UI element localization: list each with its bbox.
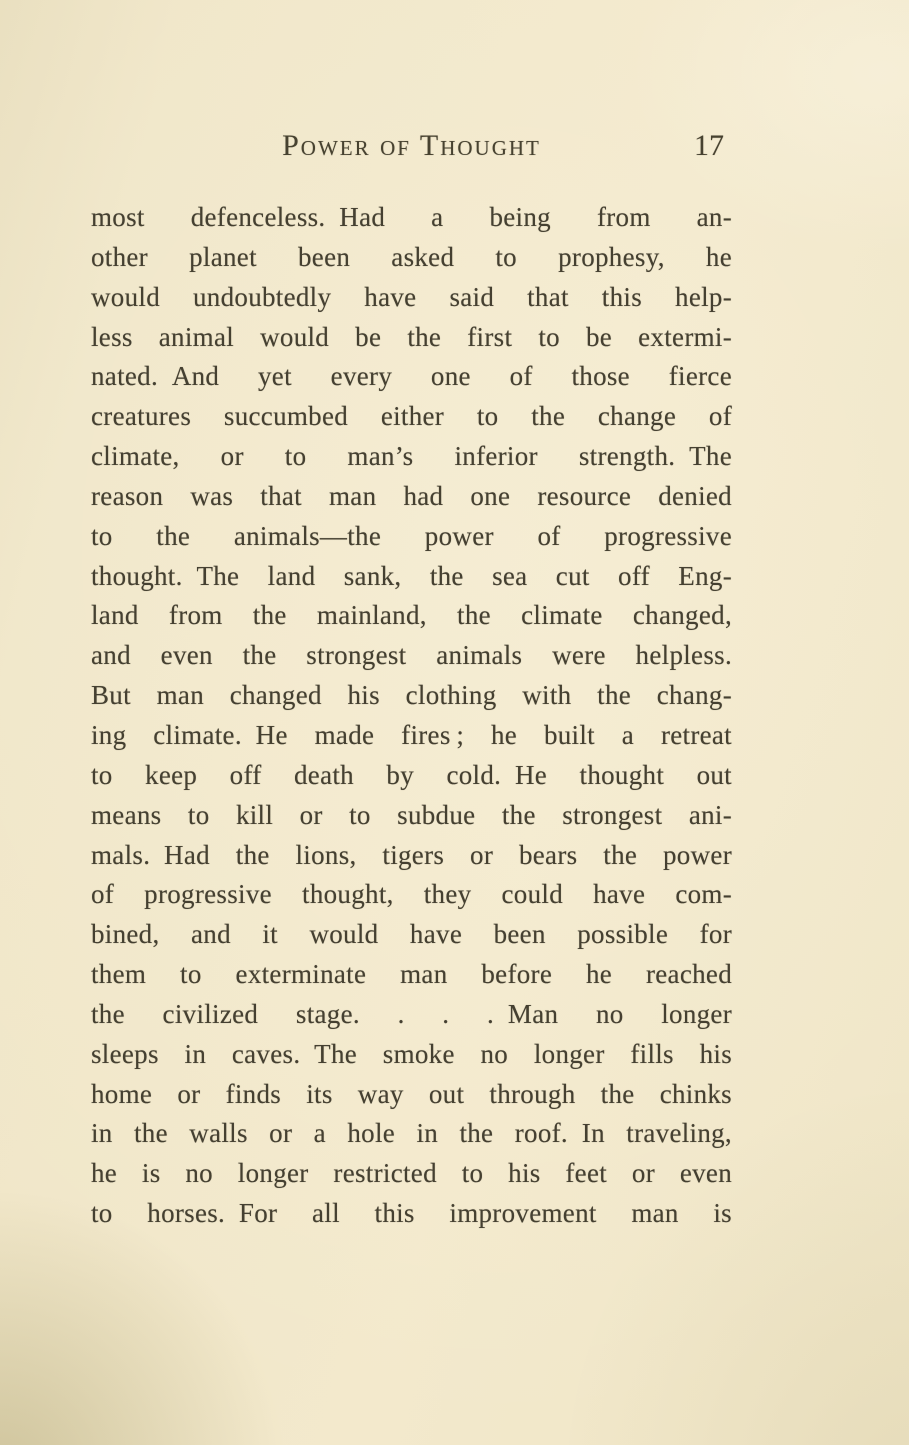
page-header <box>91 128 732 168</box>
text-line: to keep off death by cold. He thought out <box>91 759 732 790</box>
text-line: ing climate. He made fires ; he built a retreat <box>91 719 732 750</box>
text-line: less animal would be the first to be extermi- <box>91 321 732 352</box>
text-line: creatures succumbed either to the change of <box>91 401 732 432</box>
text-line: and even the strongest animals were helpless. <box>91 640 732 671</box>
text-line: land from the mainland, the climate changed, <box>91 600 732 631</box>
text-line: mals. Had the lions, tigers or bears the power <box>91 839 732 870</box>
text-line: reason was that man had one resource denied <box>91 480 732 511</box>
text-line: climate, or to man’s inferior strength. The <box>91 441 732 472</box>
text-line: But man changed his clothing with the chang- <box>91 680 732 711</box>
text-line: most defenceless. Had a being from an- <box>91 202 732 232</box>
text-line: means to kill or to subdue the strongest ani- <box>91 799 732 830</box>
text-line: to the animals—the power of progressive <box>91 520 732 551</box>
text-line: nated. And yet every one of those fierce <box>91 361 732 392</box>
text-line: bined, and it would have been possible for <box>91 919 732 950</box>
text-line: them to exterminate man before he reached <box>91 959 732 990</box>
text-line: to horses. For all this improvement man is <box>91 1198 732 1229</box>
text-line: thought. The land sank, the sea cut off Eng- <box>91 560 732 591</box>
running-head-title: Power of Thought <box>282 129 541 162</box>
text-line: sleeps in caves. The smoke no longer fills his <box>91 1038 732 1069</box>
text-line: of progressive thought, they could have com- <box>91 879 732 910</box>
page-number: 17 <box>694 129 724 162</box>
text-line: he is no longer restricted to his feet or even <box>91 1158 732 1189</box>
text-line: the civilized stage. . . . Man no longer <box>91 998 732 1029</box>
body-text <box>91 198 732 1234</box>
text-line: home or finds its way out through the chinks <box>91 1078 732 1109</box>
text-line: other planet been asked to prophesy, he <box>91 241 732 272</box>
text-line: would undoubtedly have said that this help- <box>91 281 732 312</box>
text-line: in the walls or a hole in the roof. In traveling, <box>91 1118 732 1149</box>
